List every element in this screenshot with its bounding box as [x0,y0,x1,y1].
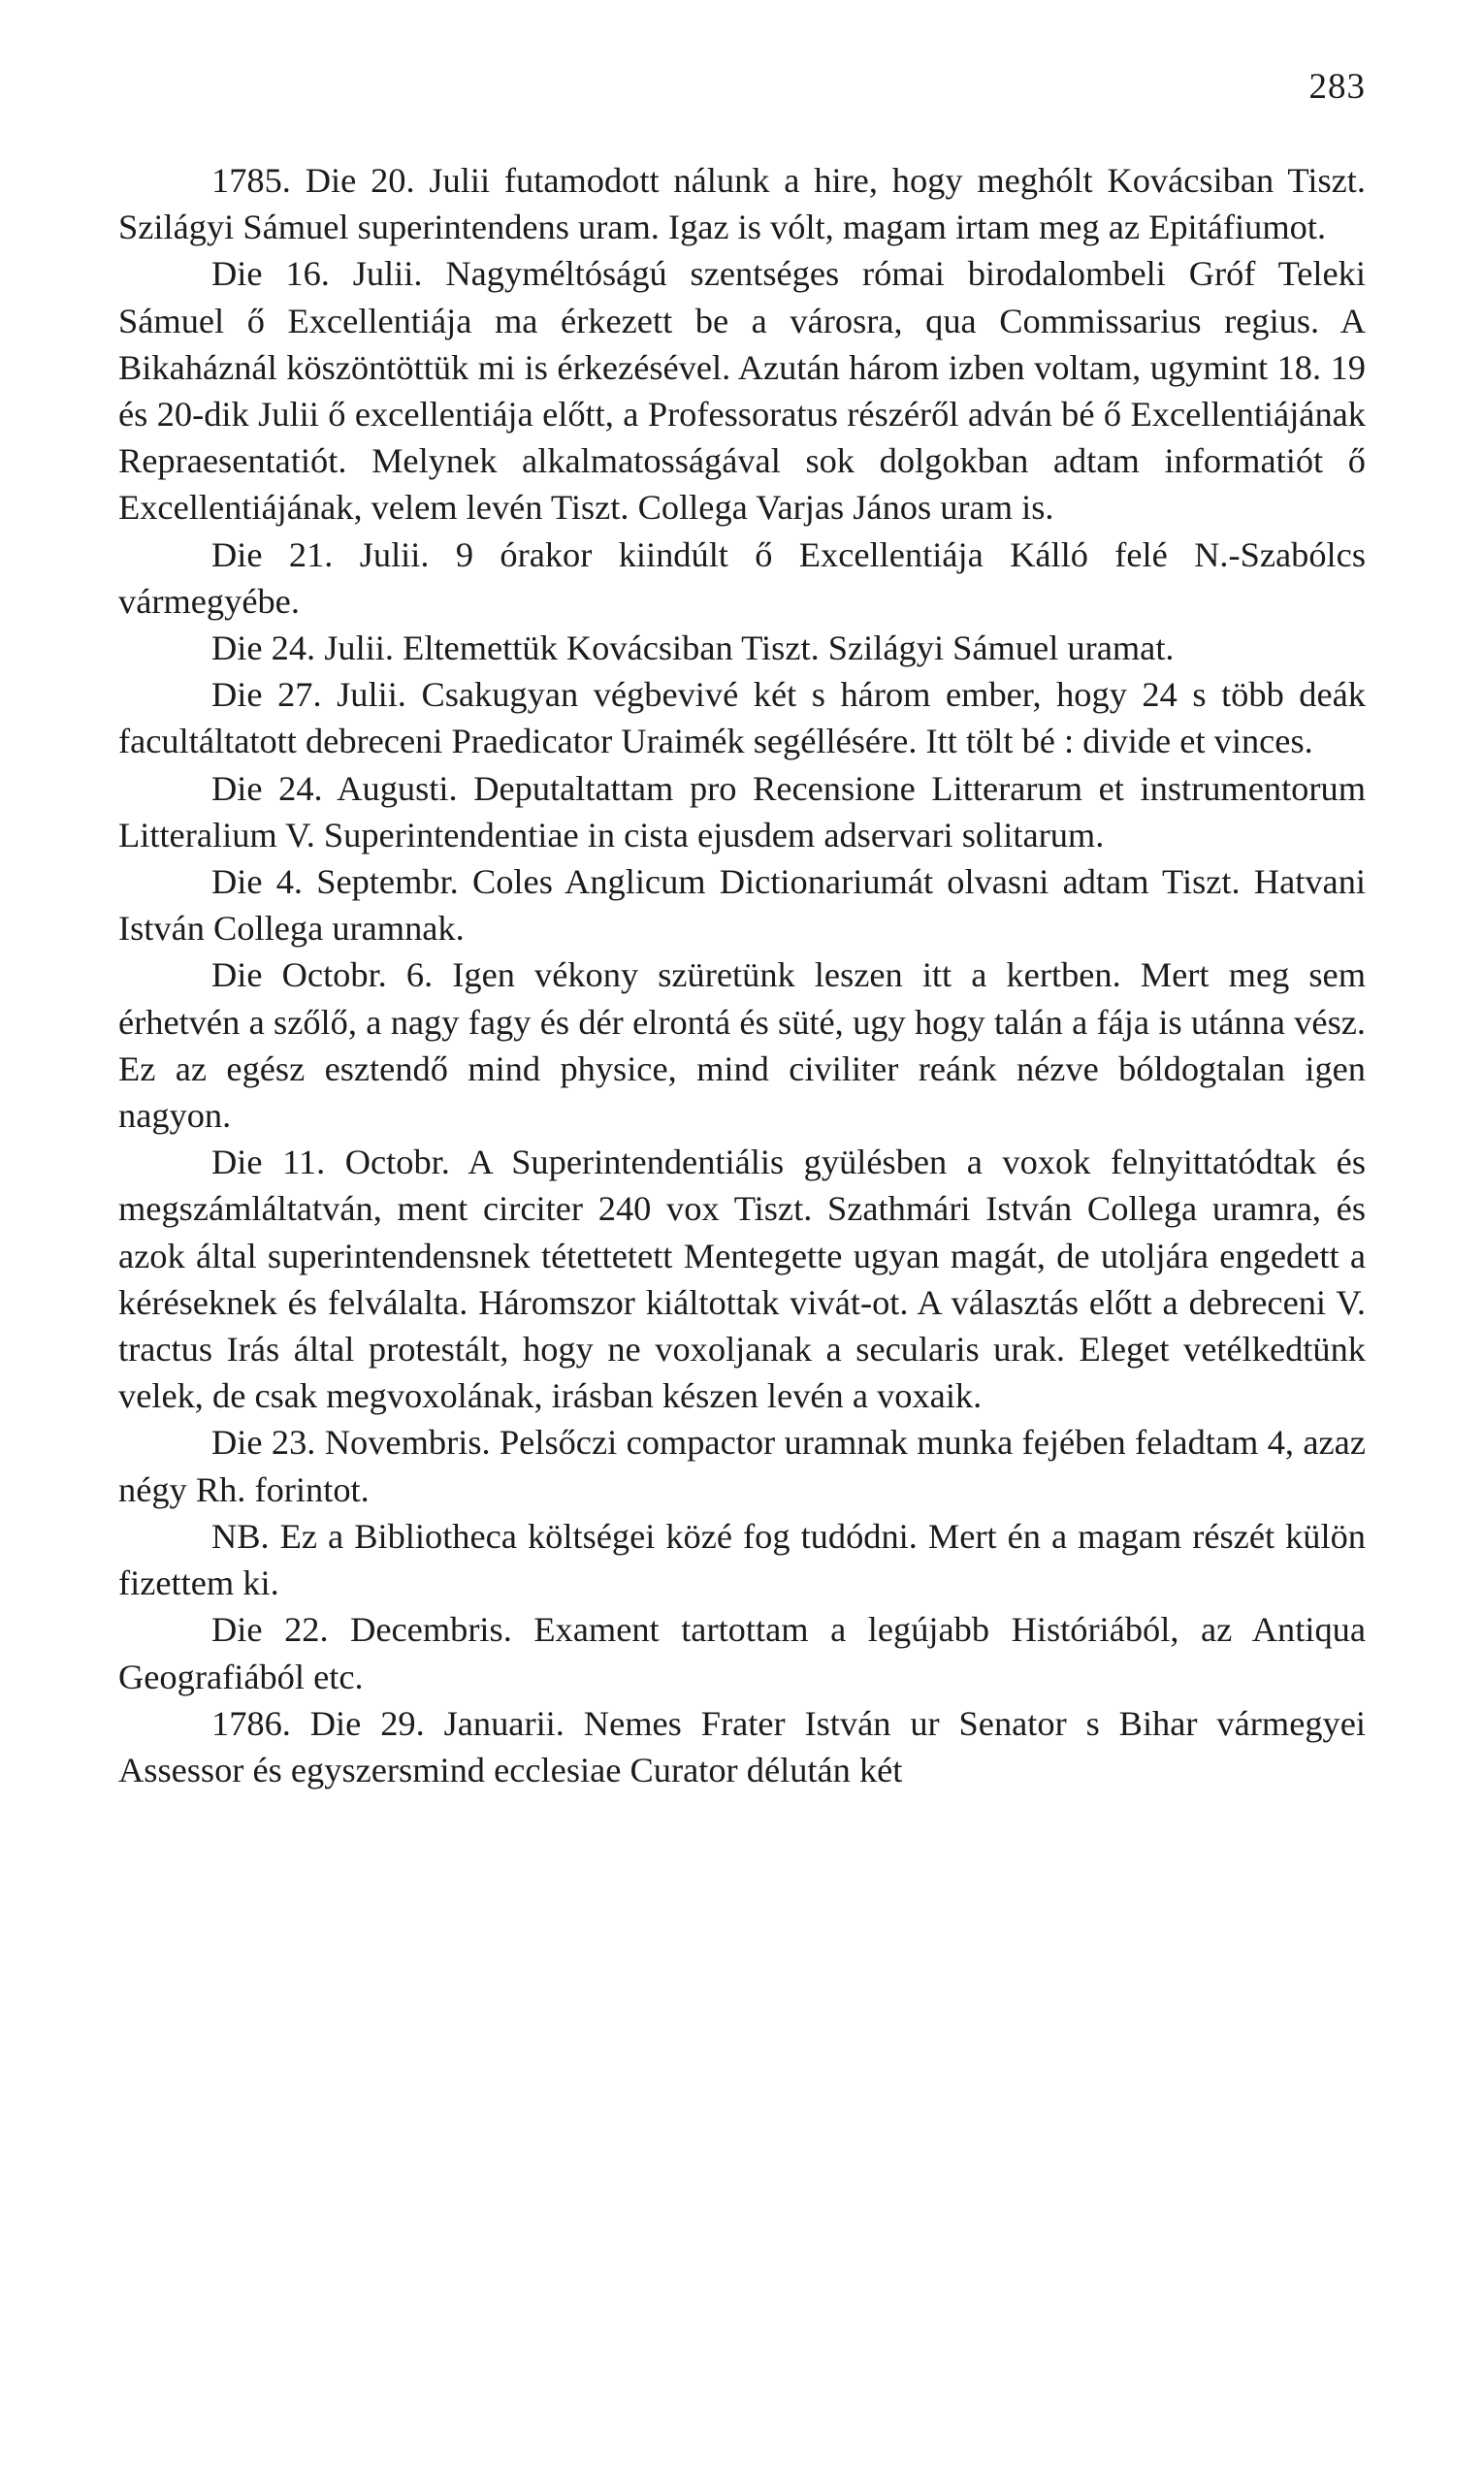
paragraph-novembris-23: Die 23. Novembris. Pelsőczi compactor uramnak munka fejében feladtam 4, azaz négy Rh. forintot. [118,1423,1366,1509]
paragraph-julii-16: Die 16. Julii. Nagyméltóságú szentséges római birodalombeli Gróf Teleki Sámuel ő Excellentiája ma érkezett be a városra, qua Commissarius regius. A Bikaháznál köszöntöttük mi is érkezésével. Azután három izben voltam, ugymint 18. 19 és 20-dik Julii ő excellentiája előtt, a Professoratus részéről adván bé ő Excellentiájának Repraesentatiót. Melynek alkalmatosságával sok dolgokban adtam informatiót ő Excellentiájának, velem levén Tiszt. Collega Varjas János uram is. [118,254,1366,528]
paragraph-julii-24: Die 24. Julii. Eltemettük Kovácsiban Tiszt. Szilágyi Sámuel uramat. [211,629,1175,668]
paragraph-septembr-4: Die 4. Septembr. Coles Anglicum Dictionariumát olvasni adtam Tiszt. Hatvani István Collega uramnak. [118,862,1366,949]
paragraph-octobr-6: Die Octobr. 6. Igen vékony szüretünk leszen itt a kertben. Mert meg sem érhetvén a szőlő, a nagy fagy és dér elrontá és süté, ugy hogy talán a fája is utánna vész. Ez az egész esztendő mind physice, mind civiliter reánk nézve bóldogtalan igen nagyon. [118,955,1366,1136]
paragraph-julii-21: Die 21. Julii. 9 órakor kiindúlt ő Excellentiája Kálló felé N.-Szabólcs vármegyébe. [118,534,1366,621]
paragraph-decembris-22: Die 22. Decembris. Exament tartottam a legújabb Históriából, az Antiqua Geografiából etc. [118,1610,1366,1696]
paragraph-1785-julii-20: 1785. Die 20. Julii futamodott nálunk a hire, hogy meghólt Kovácsiban Tiszt. Szilágyi Sámuel superintendens uram. Igaz is vólt, magam irtam meg az Epitáfiumot. [118,161,1366,247]
paragraph-octobr-11: Die 11. Octobr. A Superintendentiális gyülésben a voxok felnyittatódtak és megszámláltatván, ment circiter 240 vox Tiszt. Szathmári István Collega uramra, és azok által superintendensnek tétettetett Mentegette ugyan magát, de utoljára engedett a kéréseknek és felválalta. Háromszor kiáltottak vivát-ot. A választás előtt a debreceni V. tractus Irás által protestált, hogy ne voxoljanak a secularis urak. Eleget vetélkedtünk velek, de csak megvoxolának, irásban készen levén a voxaik. [118,1143,1366,1416]
page-number: 283 [1308,67,1366,107]
paragraph-1786-januarii-29: 1786. Die 29. Januarii. Nemes Frater István ur Senator s Bihar vármegyei Assessor és egyszersmind ecclesiae Curator délután két [118,1703,1366,1789]
body-text [118,157,1366,1793]
paragraph-augusti-24: Die 24. Augusti. Deputaltattam pro Recensione Litterarum et instrumentorum Litteralium V. Superintendentiae in cista ejusdem adservari solitarum. [118,768,1366,854]
paragraph-julii-27: Die 27. Julii. Csakugyan végbevivé két s három ember, hogy 24 s több deák facultáltatott debreceni Praedicator Uraimék segéllésére. Itt tölt bé : divide et vinces. [118,675,1366,761]
paragraph-nota-bene: NB. Ez a Bibliotheca költségei közé fog tudódni. Mert én a magam részét külön fizettem ki. [118,1516,1366,1603]
